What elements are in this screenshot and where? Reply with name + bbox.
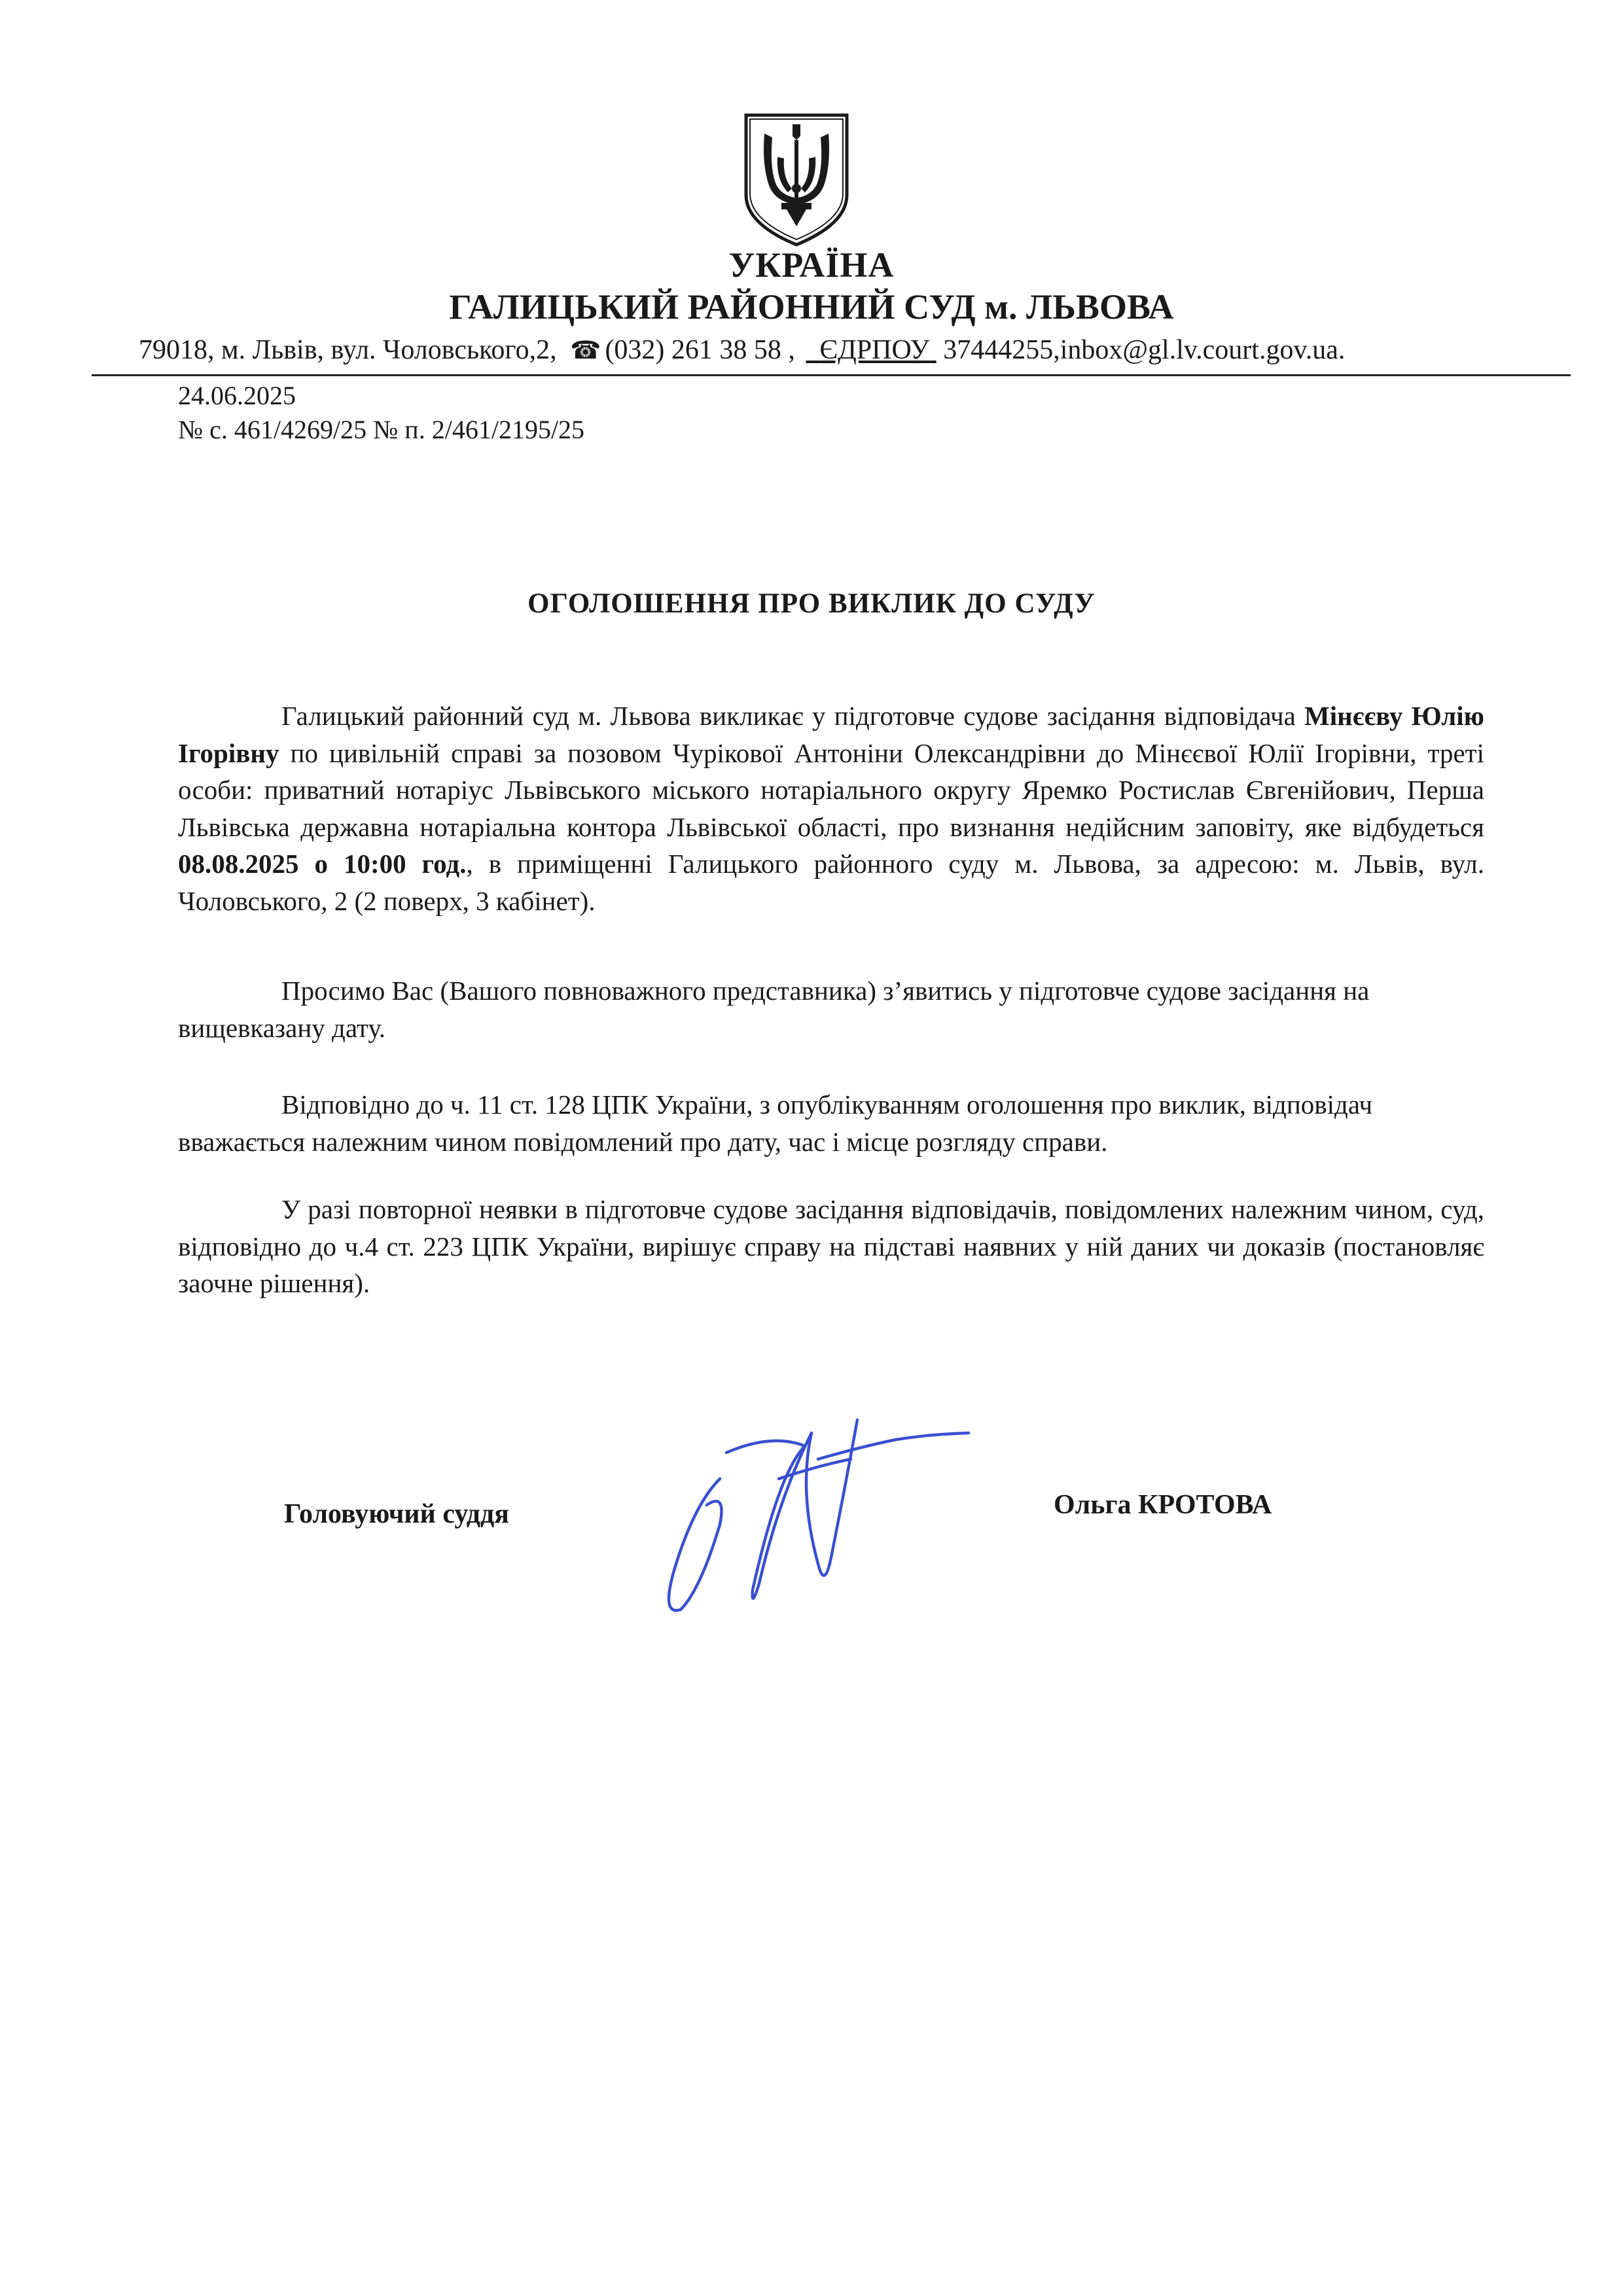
court-name-heading: ГАЛИЦЬКИЙ РАЙОННИЙ СУД м. ЛЬВОВА	[449, 287, 1174, 327]
document-title: ОГОЛОШЕННЯ ПРО ВИКЛИК ДО СУДУ	[527, 588, 1096, 619]
summons-text-middle: по цивільній справі за позовом Чурікової Антоніни Олександрівни до Мінєєвої Юлії Ігорівни, треті особи: приватний нотаріус Львівського міського нотаріального округу Яремко Ростислав Євгенійович, Перша Львівська державна нотаріальна контора Львівської області, про визнання недійсним заповіту, яке відбудеться	[178, 737, 1484, 842]
defendant-name: Мінєєву Юлію Ігорівну	[178, 701, 1484, 768]
paragraph-request-appearance: Просимо Вас (Вашого повноважного представника) з’явитись у підготовче судове засідання на вищевказану дату.	[178, 976, 1370, 1043]
summons-text-start: Галицький районний суд м. Львова викликає у підготовче судове засідання відповідача	[281, 701, 1305, 731]
handwritten-signature	[648, 1394, 988, 1629]
signatory-role: Головуючий суддя	[284, 1499, 509, 1529]
case-numbers: № с. 461/4269/25 № п. 2/461/2195/25	[178, 415, 585, 444]
telephone-icon: ☎	[570, 337, 601, 364]
document-date: 24.06.2025	[178, 381, 296, 410]
hearing-datetime: 08.08.2025 о 10:00 год.	[178, 849, 467, 879]
signatory-name: Ольга КРОТОВА	[1054, 1490, 1272, 1520]
edrpou-label: ЄДРПОУ	[819, 335, 930, 365]
paragraph-summons	[178, 698, 1484, 919]
paragraph-default-judgment: У разі повторної неявки в підготовче судове засідання відповідачів, повідомлених належним чином, суд, відповідно до ч.4 ст. 223 ЦПК України, вирішує справу на підставі наявних у ній даних чи доказів (постановляє заочне рішення).	[178, 1194, 1484, 1298]
court-address: 79018, м. Львів, вул. Чоловського,2,	[139, 335, 557, 365]
court-email: inbox@gl.lv.court.gov.ua.	[1060, 335, 1346, 365]
court-phone: (032) 261 38 58 ,	[605, 335, 795, 365]
country-heading: УКРАЇНА	[728, 245, 895, 285]
summons-text-end: , в приміщенні Галицького районного суду м. Львова, за адресою: м. Львів, вул. Чоловського, 2 (2 поверх, 3 кабінет).	[178, 849, 1484, 916]
letterhead-divider	[92, 374, 1571, 376]
trident-coat-of-arms-icon	[741, 111, 852, 249]
letterhead-contact-line	[139, 336, 1345, 364]
paragraph-legal-notice: Відповідно до ч. 11 ст. 128 ЦПК України, з опублікуванням оголошення про виклик, відповідач вважається належним чином повідомлений про дату, час і місце розгляду справи.	[178, 1089, 1373, 1157]
edrpou-value: 37444255,	[943, 335, 1060, 365]
